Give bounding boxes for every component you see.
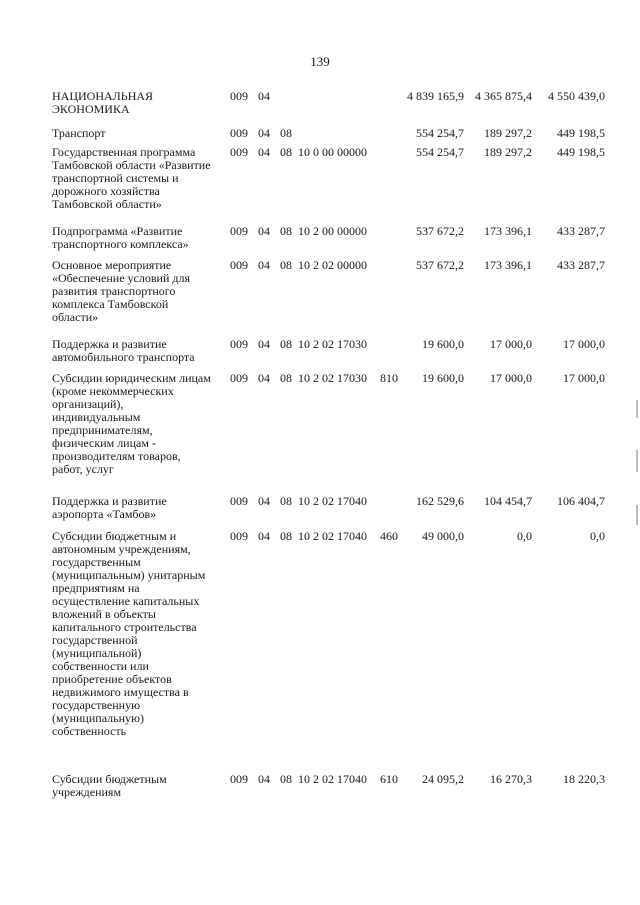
ministry-code: 009	[230, 337, 248, 351]
subsection-code: 08	[280, 494, 292, 508]
section-code: 04	[258, 494, 270, 508]
page-number: 139	[310, 54, 330, 69]
target-code: 10 2 02 17040	[298, 494, 367, 508]
amount-year-1: 4 839 165,9	[407, 89, 464, 103]
ministry-code: 009	[230, 224, 248, 238]
amount-year-1: 162 529,6	[416, 494, 464, 508]
subsection-code: 08	[280, 224, 292, 238]
scan-edge-mark	[636, 400, 638, 418]
row-name: Субсидии бюджетным и автономным учреждениям, государственным (муниципальным) унитарным предприятиям на осуществление капитальных вложений в объекты капитального строительства государственной (муниципальной) собственности или приобретение объектов недвижимого имущества в государственную (муниципальную) собственность	[52, 529, 206, 738]
target-code: 10 2 00 00000	[298, 224, 367, 238]
section-code: 04	[258, 224, 270, 238]
row-name: Поддержка и развитие автомобильного транспорта	[52, 337, 195, 364]
section-code: 04	[258, 337, 270, 351]
amount-year-3: 433 287,7	[557, 258, 605, 272]
amount-year-1: 554 254,7	[416, 126, 464, 140]
section-code: 04	[258, 258, 270, 272]
ministry-code: 009	[230, 258, 248, 272]
expense-type-code: 610	[380, 772, 398, 786]
amount-year-2: 16 270,3	[490, 772, 532, 786]
ministry-code: 009	[230, 772, 248, 786]
subsection-code: 08	[280, 258, 292, 272]
ministry-code: 009	[230, 126, 248, 140]
row-name: Основное мероприятие «Обеспечение условий для развития транспортного комплекса Тамбовской области»	[52, 258, 190, 324]
expense-type-code: 460	[380, 529, 398, 543]
row-name: Субсидии бюджетным учреждениям	[52, 772, 167, 799]
row-name: Транспорт	[52, 126, 106, 140]
target-code: 10 2 02 17030	[298, 371, 367, 385]
row-name: Подпрограмма «Развитие транспортного комплекса»	[52, 224, 189, 251]
amount-year-3: 18 220,3	[563, 772, 605, 786]
target-code: 10 2 02 17040	[298, 772, 367, 786]
subsection-code: 08	[280, 529, 292, 543]
amount-year-1: 554 254,7	[416, 145, 464, 159]
amount-year-1: 19 600,0	[422, 337, 464, 351]
amount-year-1: 19 600,0	[422, 371, 464, 385]
amount-year-3: 17 000,0	[563, 371, 605, 385]
amount-year-1: 24 095,2	[422, 772, 464, 786]
section-code: 04	[258, 772, 270, 786]
scan-edge-mark	[636, 505, 638, 525]
amount-year-3: 449 198,5	[557, 145, 605, 159]
amount-year-3: 106 404,7	[557, 494, 605, 508]
ministry-code: 009	[230, 145, 248, 159]
amount-year-3: 433 287,7	[557, 224, 605, 238]
amount-year-1: 537 672,2	[416, 224, 464, 238]
amount-year-3: 17 000,0	[563, 337, 605, 351]
subsection-code: 08	[280, 371, 292, 385]
ministry-code: 009	[230, 494, 248, 508]
amount-year-2: 104 454,7	[484, 494, 532, 508]
subsection-code: 08	[280, 145, 292, 159]
amount-year-2: 17 000,0	[490, 337, 532, 351]
ministry-code: 009	[230, 371, 248, 385]
amount-year-2: 189 297,2	[484, 126, 532, 140]
ministry-code: 009	[230, 89, 248, 103]
row-name: Государственная программа Тамбовской области «Развитие транспортной системы и дорожного хозяйства Тамбовской области»	[52, 145, 211, 211]
section-code: 04	[258, 89, 270, 103]
row-name: Поддержка и развитие аэропорта «Тамбов»	[52, 494, 167, 521]
amount-year-2: 173 396,1	[484, 224, 532, 238]
amount-year-2: 189 297,2	[484, 145, 532, 159]
section-code: 04	[258, 529, 270, 543]
amount-year-3: 4 550 439,0	[548, 89, 605, 103]
amount-year-2: 0,0	[517, 529, 532, 543]
amount-year-3: 449 198,5	[557, 126, 605, 140]
expense-type-code: 810	[380, 371, 398, 385]
amount-year-2: 173 396,1	[484, 258, 532, 272]
row-name: Субсидии юридическим лицам (кроме некоммерческих организаций), индивидуальным предпринимателям, физическим лицам - производителям товаров, работ, услуг	[52, 371, 211, 476]
target-code: 10 2 02 17030	[298, 337, 367, 351]
scan-edge-mark	[636, 450, 638, 472]
section-code: 04	[258, 145, 270, 159]
target-code: 10 2 02 00000	[298, 258, 367, 272]
amount-year-3: 0,0	[590, 529, 605, 543]
amount-year-2: 4 365 875,4	[475, 89, 532, 103]
amount-year-1: 537 672,2	[416, 258, 464, 272]
amount-year-2: 17 000,0	[490, 371, 532, 385]
target-code: 10 0 00 00000	[298, 145, 367, 159]
row-name: НАЦИОНАЛЬНАЯ ЭКОНОМИКА	[52, 89, 154, 116]
ministry-code: 009	[230, 529, 248, 543]
subsection-code: 08	[280, 772, 292, 786]
section-code: 04	[258, 371, 270, 385]
target-code: 10 2 02 17040	[298, 529, 367, 543]
amount-year-1: 49 000,0	[422, 529, 464, 543]
section-code: 04	[258, 126, 270, 140]
subsection-code: 08	[280, 126, 292, 140]
subsection-code: 08	[280, 337, 292, 351]
